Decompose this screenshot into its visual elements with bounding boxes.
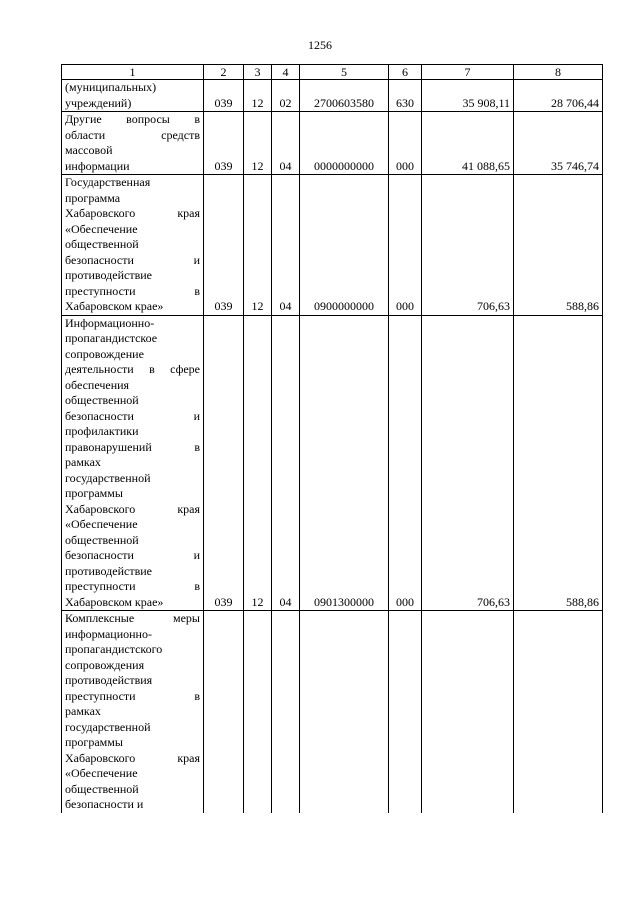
row-name-cell	[62, 315, 204, 611]
name-line: профилактики	[65, 424, 139, 438]
name-line: рамках	[65, 455, 101, 469]
name-line: «Обеспечение	[65, 766, 138, 780]
target-article-cell	[300, 611, 389, 813]
amount-cell: 588,86	[514, 175, 603, 316]
table-row	[62, 80, 603, 112]
amount-cell	[422, 611, 514, 813]
column-header: 8	[514, 65, 603, 80]
name-line: противодействия	[65, 673, 153, 687]
name-line: общественной	[65, 393, 139, 407]
section-code-cell	[244, 611, 272, 813]
name-line: «Обеспечение	[65, 221, 138, 236]
amount-cell	[514, 611, 603, 813]
name-line: массовой	[65, 143, 113, 157]
name-line: безопасности и	[65, 797, 144, 811]
column-header: 7	[422, 65, 514, 80]
name-line: Хабаровском крае»	[65, 299, 164, 313]
name-line: противодействие	[65, 268, 153, 282]
row-name-cell	[62, 80, 204, 112]
table-row	[62, 112, 603, 175]
row-name-cell	[62, 112, 204, 175]
ministry-code-cell: 039	[204, 175, 244, 316]
row-name-cell	[62, 611, 204, 813]
expense-type-cell: 000	[389, 175, 422, 316]
name-line: общественной	[65, 781, 139, 796]
ministry-code-cell: 039	[204, 80, 244, 112]
subsection-code-cell: 02	[272, 80, 300, 112]
name-line: общественной	[65, 532, 139, 547]
section-code-cell: 12	[244, 315, 272, 611]
page-number: 1256	[308, 38, 332, 52]
name-line: Хабаровского края	[65, 501, 200, 516]
column-header: 4	[272, 65, 300, 80]
name-line: Хабаровского края	[65, 750, 200, 765]
name-line: безопасности и	[65, 548, 200, 562]
name-line: государственной	[65, 719, 151, 734]
name-line: учреждений)	[65, 95, 132, 110]
target-article-cell: 0000000000	[300, 112, 389, 175]
expense-type-cell: 000	[389, 315, 422, 611]
column-header: 2	[204, 65, 244, 80]
expense-type-cell: 000	[389, 112, 422, 175]
name-line: «Обеспечение	[65, 517, 138, 531]
section-code-cell: 12	[244, 80, 272, 112]
table-row	[62, 611, 603, 813]
name-line: информационно-	[65, 626, 152, 641]
budget-table	[61, 64, 603, 813]
column-header: 6	[389, 65, 422, 80]
name-line: рамках	[65, 704, 101, 718]
name-line: преступности в	[65, 579, 200, 593]
name-line: обеспечения	[65, 377, 130, 392]
amount-cell: 706,63	[422, 175, 514, 316]
amount-cell: 28 706,44	[514, 80, 603, 112]
subsection-code-cell: 04	[272, 315, 300, 611]
section-code-cell: 12	[244, 175, 272, 316]
amount-cell: 35 908,11	[422, 80, 514, 112]
amount-cell: 706,63	[422, 315, 514, 611]
column-header: 5	[300, 65, 389, 80]
name-line: (муниципальных)	[65, 80, 157, 94]
name-line: Государственная	[65, 175, 151, 189]
name-line: Комплексные меры	[65, 611, 200, 625]
ministry-code-cell	[204, 611, 244, 813]
name-line: пропагандистского	[65, 642, 163, 656]
name-line: программа	[65, 190, 121, 205]
header-row	[62, 65, 603, 80]
ministry-code-cell: 039	[204, 112, 244, 175]
name-line: правонарушений в	[65, 439, 200, 454]
expense-type-cell	[389, 611, 422, 813]
name-line: программы	[65, 735, 123, 749]
ministry-code-cell: 039	[204, 315, 244, 611]
name-line: программы	[65, 486, 123, 500]
name-line: деятельности в сфере	[65, 362, 200, 376]
name-line: преступности в	[65, 283, 200, 298]
name-line: общественной	[65, 237, 139, 251]
name-line: Другие вопросы в	[65, 112, 200, 126]
name-line: государственной	[65, 470, 151, 485]
target-article-cell: 0901300000	[300, 315, 389, 611]
name-line: информации	[65, 158, 130, 173]
column-header: 1	[62, 65, 204, 80]
name-line: области средств	[65, 127, 200, 142]
expense-type-cell: 630	[389, 80, 422, 112]
table-row	[62, 175, 603, 316]
name-line: противодействие	[65, 563, 153, 578]
name-line: сопровождение	[65, 346, 144, 361]
name-line: безопасности и	[65, 252, 200, 267]
name-line: преступности в	[65, 688, 200, 703]
name-line: пропагандистское	[65, 331, 158, 345]
row-name-cell	[62, 175, 204, 316]
target-article-cell: 0900000000	[300, 175, 389, 316]
subsection-code-cell: 04	[272, 112, 300, 175]
subsection-code-cell: 04	[272, 175, 300, 316]
name-line: безопасности и	[65, 408, 200, 423]
table-row	[62, 315, 603, 611]
subsection-code-cell	[272, 611, 300, 813]
section-code-cell: 12	[244, 112, 272, 175]
amount-cell: 35 746,74	[514, 112, 603, 175]
amount-cell: 588,86	[514, 315, 603, 611]
name-line: сопровождения	[65, 657, 145, 672]
amount-cell: 41 088,65	[422, 112, 514, 175]
column-header: 3	[244, 65, 272, 80]
name-line: Информационно-	[65, 315, 155, 330]
name-line: Хабаровском крае»	[65, 594, 164, 609]
target-article-cell: 2700603580	[300, 80, 389, 112]
name-line: Хабаровского края	[65, 206, 200, 220]
